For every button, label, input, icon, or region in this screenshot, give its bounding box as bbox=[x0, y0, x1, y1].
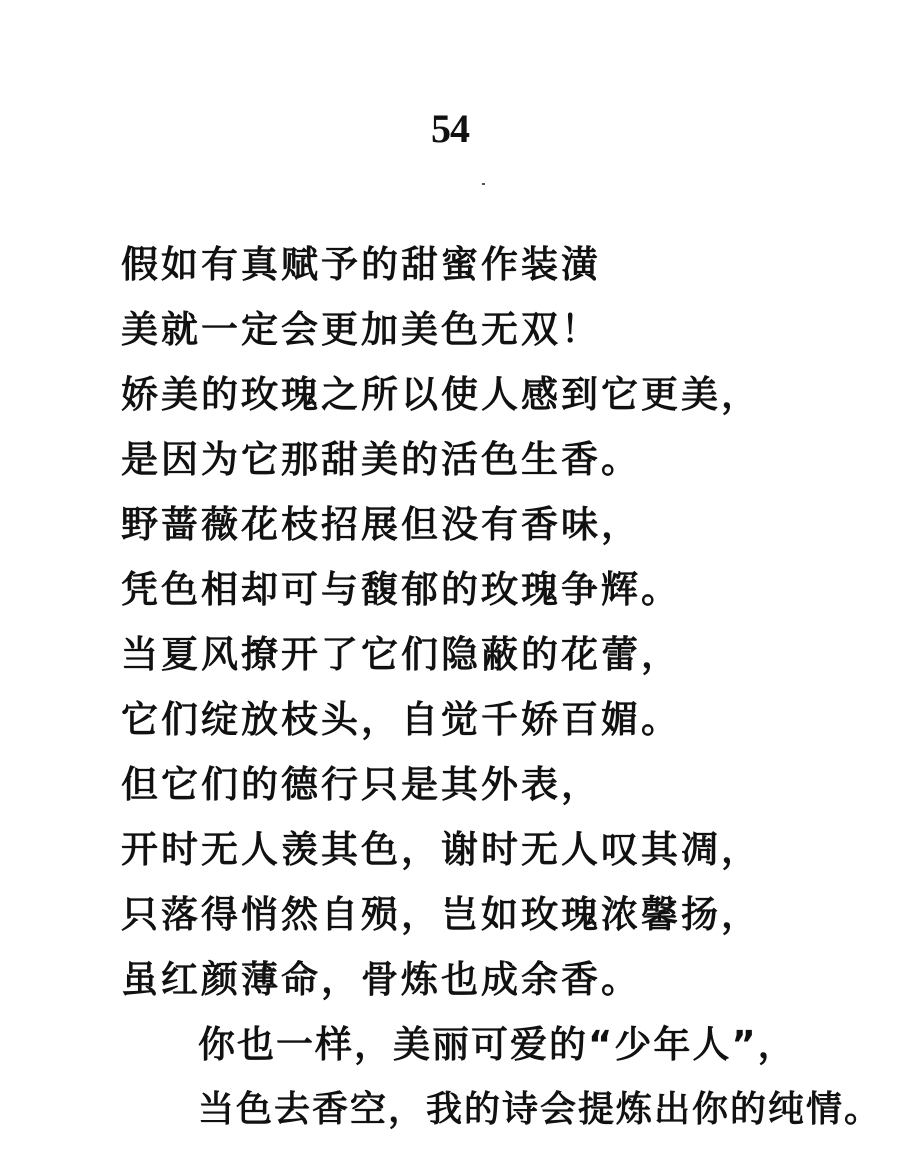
poem-line: 只落得悄然自殒，岂如玫瑰浓馨扬， bbox=[121, 893, 761, 936]
poem-line: 假如有真赋予的甜蜜作装潢 bbox=[121, 243, 601, 286]
poem-line: 虽红颜薄命，骨炼也成余香。 bbox=[121, 958, 641, 1001]
couplet-line: 你也一样，美丽可爱的“少年人”， bbox=[198, 1023, 797, 1066]
poem-line: 凭色相却可与馥郁的玫瑰争辉。 bbox=[121, 568, 681, 611]
couplet-line: 当色去香空，我的诗会提炼出你的纯情。 bbox=[198, 1089, 883, 1130]
poem-line: 开时无人羡其色，谢时无人叹其凋， bbox=[121, 828, 761, 871]
poem-line: 但它们的德行只是其外表， bbox=[121, 763, 601, 806]
poem-line: 是因为它那甜美的活色生香。 bbox=[121, 438, 641, 481]
sonnet-text bbox=[121, 232, 896, 1142]
print-speck bbox=[482, 183, 485, 185]
poem-line: 当夏风撩开了它们隐蔽的花蕾， bbox=[121, 633, 681, 676]
page-number: 54 bbox=[431, 106, 469, 151]
poem-line: 美就一定会更加美色无双！ bbox=[121, 308, 601, 351]
poem-line: 娇美的玫瑰之所以使人感到它更美， bbox=[121, 373, 761, 416]
poem-line: 它们绽放枝头，自觉千娇百媚。 bbox=[121, 698, 681, 741]
poem-line: 野蔷薇花枝招展但没有香味， bbox=[121, 503, 641, 546]
